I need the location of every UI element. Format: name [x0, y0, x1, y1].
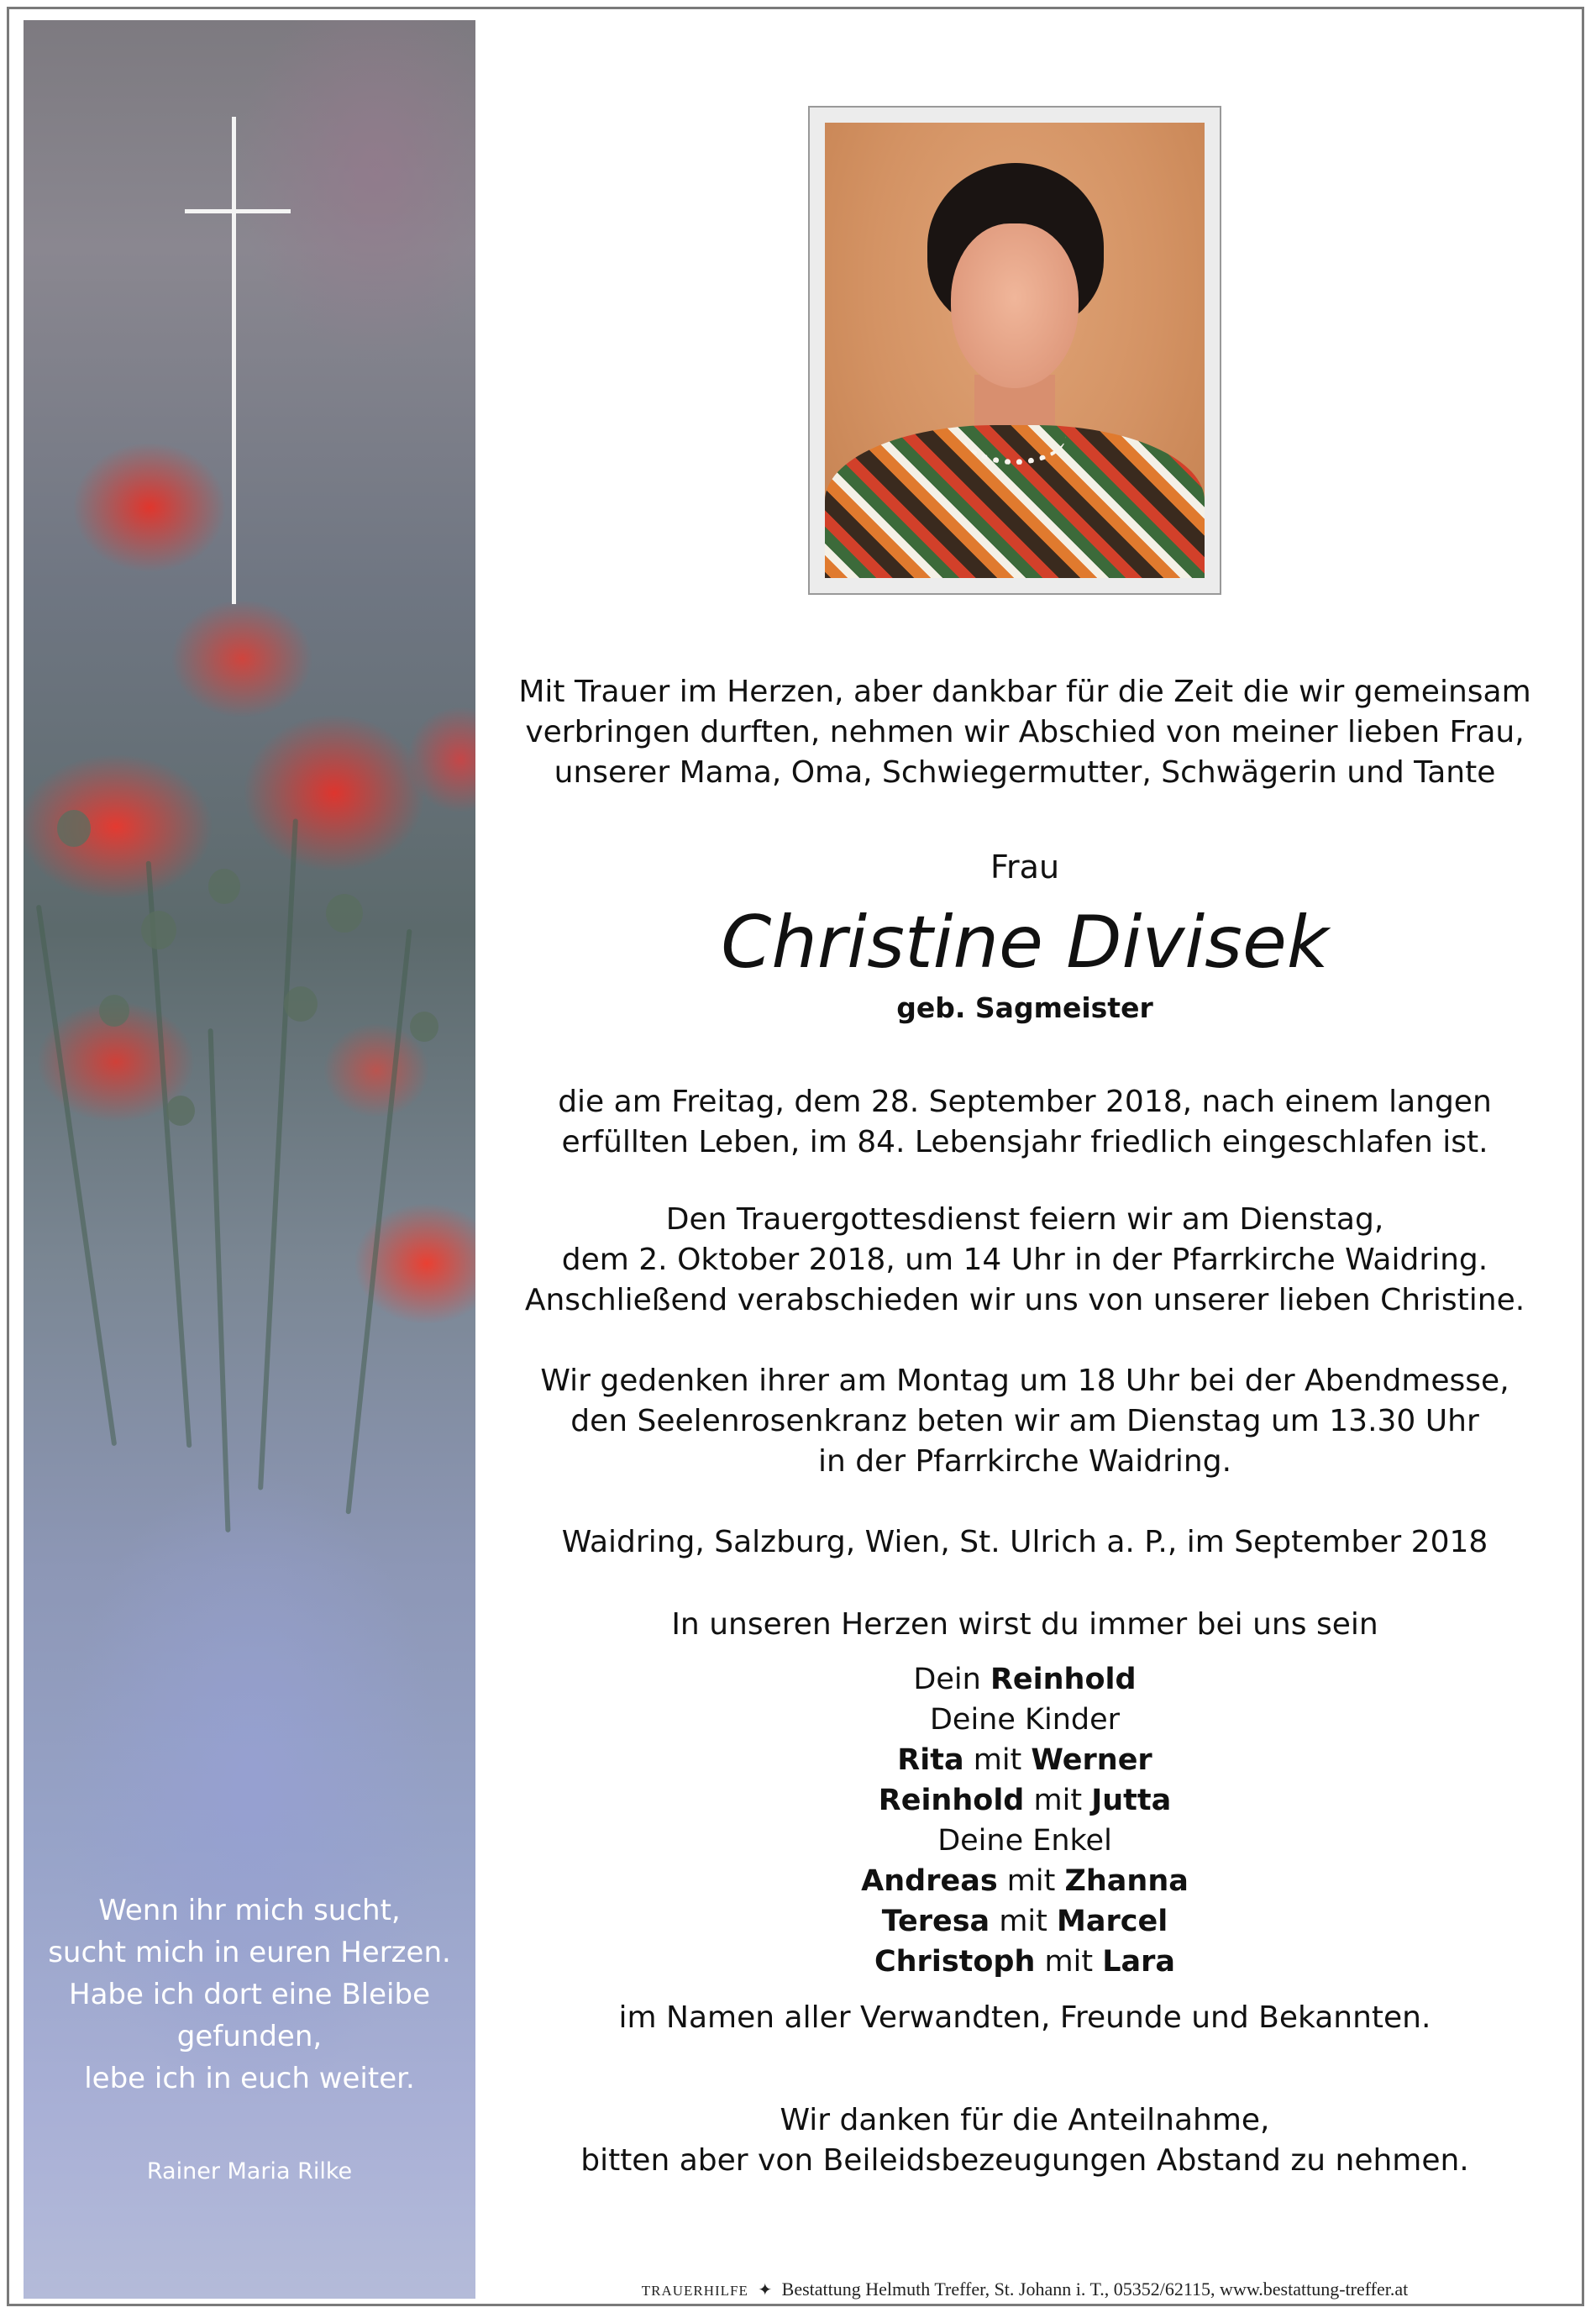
connector: mit: [1044, 1945, 1094, 1979]
grandchild-name: Christoph: [874, 1945, 1036, 1979]
grandchild-partner: Marcel: [1057, 1905, 1168, 1938]
death-line: die am Freitag, dem 28. September 2018, nach einem langen: [558, 1085, 1492, 1119]
footer: [504, 2279, 1546, 2300]
quote-author: Rainer Maria Rilke: [146, 2158, 353, 2184]
grandchild-partner: Lara: [1102, 1945, 1176, 1979]
portrait-photo: [825, 123, 1205, 578]
grandchild-line: [504, 1861, 1546, 1901]
deceased-name: Christine Divisek: [721, 901, 1329, 985]
honorific: Frau: [990, 849, 1060, 886]
portrait-frame: [808, 106, 1221, 595]
thanks-line: bitten aber von Beileidsbezeugungen Abstand zu nehmen.: [580, 2143, 1469, 2178]
footer-brand: TRAUERHILFE: [641, 2283, 748, 2299]
death-line: erfüllten Leben, im 84. Lebensjahr friedlich eingeschlafen ist.: [561, 1125, 1488, 1159]
dove-icon: ✦: [758, 2281, 773, 2300]
child-partner: Jutta: [1091, 1784, 1172, 1817]
husband-line: [504, 1659, 1546, 1700]
grandchild-partner: Zhanna: [1064, 1864, 1189, 1898]
grandchild-line: [504, 1901, 1546, 1942]
memorial-line: den Seelenrosenkranz beten wir am Dienstag um 13.30 Uhr: [570, 1404, 1479, 1438]
rilke-quote: [24, 1890, 475, 2100]
quote-line: Habe ich dort eine Bleibe: [69, 1978, 430, 2011]
intro-line: Mit Trauer im Herzen, aber dankbar für die Zeit die wir gemeinsam: [518, 675, 1531, 709]
service-line: dem 2. Oktober 2018, um 14 Uhr in der Pfarrkirche Waidring.: [561, 1243, 1488, 1277]
memorial-line: Wir gedenken ihrer am Montag um 18 Uhr bei der Abendmesse,: [540, 1364, 1509, 1398]
intro-line: verbringen durften, nehmen wir Abschied von meiner lieben Frau,: [525, 715, 1525, 749]
connector: mit: [1033, 1784, 1083, 1817]
child-partner: Werner: [1031, 1743, 1152, 1777]
family-list: [504, 1659, 1546, 1982]
child-line: [504, 1740, 1546, 1780]
memorial-line: in der Pfarrkirche Waidring.: [817, 1444, 1232, 1479]
connector: mit: [1006, 1864, 1056, 1898]
child-name: Reinhold: [878, 1784, 1025, 1817]
service-line: Anschließend verabschieden wir uns von unserer lieben Christine.: [524, 1283, 1525, 1317]
memorial-notice: [504, 1361, 1546, 1482]
poppy-image-panel: [24, 20, 475, 2299]
husband-prefix: Dein: [913, 1663, 981, 1696]
maiden-name: geb. Sagmeister: [896, 991, 1153, 1024]
place-date: Waidring, Salzburg, Wien, St. Ulrich a. P., im September 2018: [561, 1525, 1488, 1559]
quote-line: sucht mich in euren Herzen.: [48, 1936, 451, 1969]
footer-text: Bestattung Helmuth Treffer, St. Johann i. T., 05352/62115, www.bestattung-treffer.at: [781, 2279, 1409, 2300]
quote-line: gefunden,: [176, 2020, 323, 2053]
connector: mit: [973, 1743, 1022, 1777]
relatives-line: im Namen aller Verwandten, Freunde und Bekannten.: [618, 2000, 1431, 2035]
connector: mit: [999, 1905, 1047, 1938]
grandchild-line: [504, 1942, 1546, 1982]
children-label: Deine Kinder: [929, 1703, 1121, 1737]
grandchild-name: Teresa: [881, 1905, 990, 1938]
intro-text: [504, 672, 1546, 793]
intro-line: unserer Mama, Oma, Schwiegermutter, Schwägerin und Tante: [554, 755, 1496, 790]
child-name: Rita: [897, 1743, 964, 1777]
cross-vertical: [232, 117, 236, 604]
grandchild-name: Andreas: [861, 1864, 998, 1898]
motto: In unseren Herzen wirst du immer bei uns sein: [671, 1607, 1378, 1642]
service-line: Den Trauergottesdienst feiern wir am Dienstag,: [665, 1202, 1384, 1237]
service-notice: [504, 1200, 1546, 1321]
cross-horizontal: [185, 209, 291, 213]
thanks-line: Wir danken für die Anteilnahme,: [780, 2103, 1270, 2137]
thanks-text: [504, 2100, 1546, 2181]
death-notice: [504, 1082, 1546, 1163]
grandchildren-label: Deine Enkel: [937, 1824, 1112, 1858]
child-line: [504, 1780, 1546, 1821]
quote-line: lebe ich in euch weiter.: [84, 2062, 415, 2095]
husband-name: Reinhold: [990, 1663, 1137, 1696]
quote-line: Wenn ihr mich sucht,: [98, 1894, 401, 1927]
